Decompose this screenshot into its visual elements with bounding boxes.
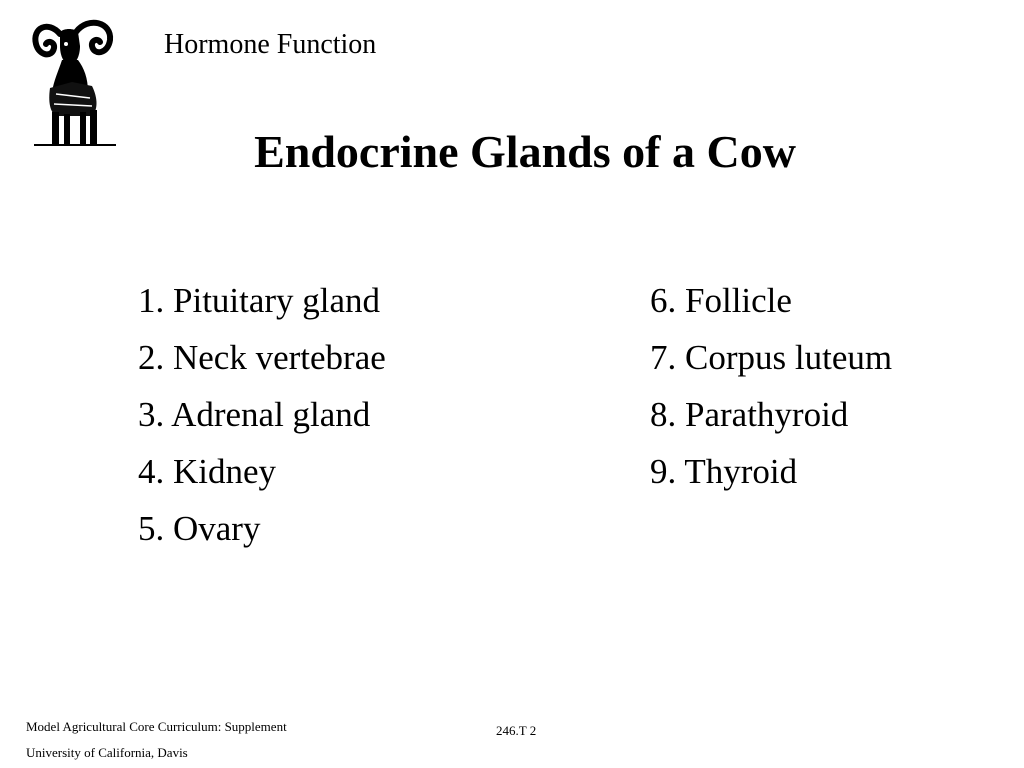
list-item: 3. Adrenal gland bbox=[138, 395, 371, 434]
list-item: 4. Kidney bbox=[138, 452, 277, 491]
list-item: 8. Parathyroid bbox=[650, 395, 849, 434]
list-item: 6. Follicle bbox=[650, 281, 792, 320]
gland-list-right bbox=[650, 272, 892, 500]
list-item: 7. Corpus luteum bbox=[650, 338, 893, 377]
gland-list-left bbox=[138, 272, 386, 557]
footer-credits bbox=[26, 714, 287, 766]
slide-number: 246.T 2 bbox=[496, 723, 537, 738]
section-title: Hormone Function bbox=[164, 29, 377, 60]
list-item: 1. Pituitary gland bbox=[138, 281, 381, 320]
list-item: 9. Thyroid bbox=[650, 452, 798, 491]
list-item: 2. Neck vertebrae bbox=[138, 338, 386, 377]
list-item: 5. Ovary bbox=[138, 509, 261, 548]
slide-title: Endocrine Glands of a Cow bbox=[254, 126, 796, 177]
footer-university: University of California, Davis bbox=[26, 745, 188, 760]
footer-curriculum: Model Agricultural Core Curriculum: Supplement bbox=[26, 719, 287, 734]
